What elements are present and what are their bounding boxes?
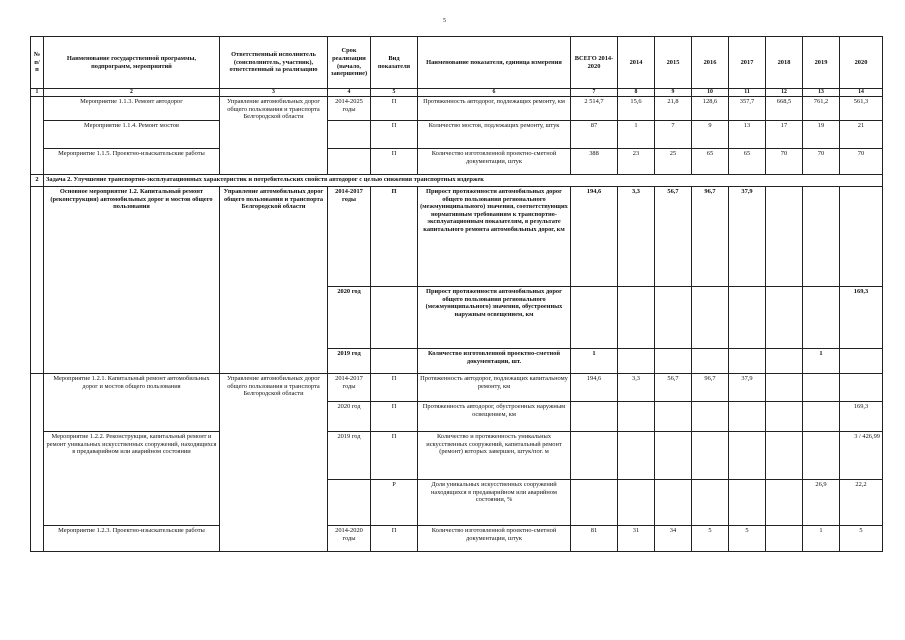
- value-cell: 1: [803, 349, 840, 374]
- value-cell: [766, 432, 803, 480]
- term: 2014-2020 годы: [328, 526, 371, 552]
- header-year: 2015: [655, 37, 692, 89]
- term: 2014-2017 годы: [328, 374, 371, 402]
- table-row: [31, 149, 883, 175]
- value-cell: [766, 287, 803, 349]
- indicator-name: Протяженность автодорог, обустроенных наружным освещением, км: [418, 402, 571, 432]
- term: 2014-2017 годы: [328, 187, 371, 287]
- value-cell: 9: [692, 121, 729, 149]
- indicator-type: [371, 349, 418, 374]
- value-cell: 96,7: [692, 187, 729, 287]
- header-year: 2018: [766, 37, 803, 89]
- value-cell: 668,5: [766, 97, 803, 121]
- value-total: 2 514,7: [571, 97, 618, 121]
- indicator-name: Количество мостов, подлежащих ремонту, штук: [418, 121, 571, 149]
- value-cell: 1: [618, 121, 655, 149]
- value-cell: [618, 287, 655, 349]
- term: 2019 год: [328, 349, 371, 374]
- value-cell: 19: [803, 121, 840, 149]
- value-cell: 169,3: [840, 287, 883, 349]
- indicator-name: Количество изготовленной проектно-сметной документации, шт.: [418, 349, 571, 374]
- value-cell: [729, 287, 766, 349]
- value-cell: 37,9: [729, 374, 766, 402]
- indicator-name: Прирост протяженности автомобильных дорог общего пользования регионального (межмуниципального) значения, соответствующих нормативным требованиям к транспортно-эксплуатационным показателям, в результате капитального ремонта автомобильных дорог, км: [418, 187, 571, 287]
- column-number: 1: [31, 89, 44, 97]
- value-cell: [803, 402, 840, 432]
- value-cell: [655, 402, 692, 432]
- indicator-type: П: [371, 187, 418, 287]
- value-cell: [618, 480, 655, 526]
- column-number-row: [31, 89, 883, 97]
- value-cell: [655, 287, 692, 349]
- value-cell: [766, 402, 803, 432]
- measure-name: Мероприятие 1.1.4. Ремонт мостов: [44, 121, 220, 149]
- value-cell: 56,7: [655, 187, 692, 287]
- value-cell: [692, 349, 729, 374]
- responsible-executor: Управление автомобильных дорог общего пользования и транспорта Белгородской области: [220, 97, 328, 175]
- indicator-name: Количество изготовленной проектно-сметной документации, штук: [418, 526, 571, 552]
- value-cell: 37,9: [729, 187, 766, 287]
- indicator-name: Протяженность автодорог, подлежащих капитальному ремонту, км: [418, 374, 571, 402]
- value-cell: 761,2: [803, 97, 840, 121]
- value-cell: [803, 187, 840, 287]
- task-row: [31, 175, 883, 187]
- table-row: [31, 187, 883, 287]
- value-cell: [692, 287, 729, 349]
- term: 2014-2025 годы: [328, 97, 371, 121]
- value-total: 87: [571, 121, 618, 149]
- column-number: 7: [571, 89, 618, 97]
- value-cell: [840, 349, 883, 374]
- column-number: 13: [803, 89, 840, 97]
- value-cell: 128,6: [692, 97, 729, 121]
- value-cell: [618, 349, 655, 374]
- value-cell: [692, 432, 729, 480]
- indicator-name: Доля уникальных искусственных сооружений находящихся в предаварийном или аварийном состоянии, %: [418, 480, 571, 526]
- column-number: 10: [692, 89, 729, 97]
- responsible-executor: Управление автомобильных дорог общего пользования и транспорта Белгородской области: [220, 187, 328, 374]
- indicators-table: [30, 36, 883, 552]
- measure-name: Мероприятие 1.1.5. Проектно-изыскательские работы: [44, 149, 220, 175]
- table-row: [31, 374, 883, 402]
- header-year: 2017: [729, 37, 766, 89]
- column-number: 14: [840, 89, 883, 97]
- value-cell: 5: [840, 526, 883, 552]
- value-cell: 3,3: [618, 187, 655, 287]
- value-cell: 3,3: [618, 374, 655, 402]
- value-cell: 5: [692, 526, 729, 552]
- value-cell: [803, 432, 840, 480]
- term: [328, 480, 371, 526]
- column-number: 3: [220, 89, 328, 97]
- indicator-type: П: [371, 374, 418, 402]
- value-cell: 21,8: [655, 97, 692, 121]
- measure-name: Мероприятие 1.1.3. Ремонт автодорог: [44, 97, 220, 121]
- column-number: 12: [766, 89, 803, 97]
- value-cell: [840, 374, 883, 402]
- value-cell: [729, 402, 766, 432]
- column-number: 5: [371, 89, 418, 97]
- value-cell: 7: [655, 121, 692, 149]
- indicator-type: П: [371, 121, 418, 149]
- table-row: [31, 97, 883, 121]
- header-num: № п/п: [31, 37, 44, 89]
- indicator-type: П: [371, 526, 418, 552]
- indicator-name: Количество изготовленной проектно-сметной документации, штук: [418, 149, 571, 175]
- indicator-type: П: [371, 97, 418, 121]
- column-number: 6: [418, 89, 571, 97]
- indicator-type: П: [371, 402, 418, 432]
- value-cell: [840, 187, 883, 287]
- value-cell: 13: [729, 121, 766, 149]
- value-cell: 70: [766, 149, 803, 175]
- value-cell: 3 / 426,99: [840, 432, 883, 480]
- indicator-name: Протяженность автодорог, подлежащих ремонту, км: [418, 97, 571, 121]
- value-cell: 357,7: [729, 97, 766, 121]
- value-cell: 96,7: [692, 374, 729, 402]
- value-total: [571, 402, 618, 432]
- page-number: 5: [443, 18, 446, 24]
- measure-name: Мероприятие 1.2.1. Капитальный ремонт автомобильных дорог и мостов общего пользования: [44, 374, 220, 432]
- value-cell: [766, 349, 803, 374]
- task-number: 2: [31, 175, 44, 187]
- main-measure-name: Основное мероприятие 1.2. Капитальный ремонт (реконструкция) автомобильных дорог и мостов общего пользования: [44, 187, 220, 374]
- column-number: 4: [328, 89, 371, 97]
- term: [328, 121, 371, 149]
- task-title: Задача 2. Улучшение транспортно-эксплуатационных характеристик и потребительских свойств автодорог с целью снижения транспортных издержек: [44, 175, 883, 187]
- value-cell: 5: [729, 526, 766, 552]
- header-total: ВСЕГО 2014-2020: [571, 37, 618, 89]
- value-cell: [729, 480, 766, 526]
- value-total: 1: [571, 349, 618, 374]
- term: 2019 год: [328, 432, 371, 480]
- responsible-executor: Управление автомобильных дорог общего пользования и транспорта Белгородской области: [220, 374, 328, 552]
- value-total: 194,6: [571, 374, 618, 402]
- value-cell: 65: [692, 149, 729, 175]
- value-cell: 169,3: [840, 402, 883, 432]
- value-cell: [692, 402, 729, 432]
- table-row: [31, 526, 883, 552]
- value-cell: [618, 432, 655, 480]
- row-number-cell: [31, 97, 44, 175]
- value-cell: [729, 349, 766, 374]
- value-cell: [803, 287, 840, 349]
- term: 2020 год: [328, 402, 371, 432]
- indicator-type: П: [371, 149, 418, 175]
- column-number: 8: [618, 89, 655, 97]
- header-name: Наименование государственной программы, подпрограмм, мероприятий: [44, 37, 220, 89]
- value-cell: [766, 187, 803, 287]
- value-total: [571, 432, 618, 480]
- table-row: [31, 121, 883, 149]
- header-year: 2019: [803, 37, 840, 89]
- value-cell: 23: [618, 149, 655, 175]
- indicator-name: Количество и протяженность уникальных искусственных сооружений, капитальный ремонт (ремонт) которых завершен, штук/пог. м: [418, 432, 571, 480]
- value-cell: 56,7: [655, 374, 692, 402]
- value-cell: [766, 526, 803, 552]
- header-year: 2014: [618, 37, 655, 89]
- value-cell: 17: [766, 121, 803, 149]
- term: [328, 149, 371, 175]
- value-cell: 34: [655, 526, 692, 552]
- value-cell: 31: [618, 526, 655, 552]
- value-total: [571, 287, 618, 349]
- value-total: 81: [571, 526, 618, 552]
- indicator-type: [371, 287, 418, 349]
- header-term: Срок реализации (начало, завершение): [328, 37, 371, 89]
- header-exec: Ответственный исполнитель (соисполнитель, участник), ответственный за реализацию: [220, 37, 328, 89]
- value-cell: [729, 432, 766, 480]
- value-cell: 26,9: [803, 480, 840, 526]
- value-cell: [655, 432, 692, 480]
- column-number: 11: [729, 89, 766, 97]
- value-cell: 70: [803, 149, 840, 175]
- header-type: Вид показателя: [371, 37, 418, 89]
- value-cell: [618, 402, 655, 432]
- value-total: 388: [571, 149, 618, 175]
- measure-name: Мероприятие 1.2.3. Проектно-изыскательские работы: [44, 526, 220, 552]
- value-cell: 21: [840, 121, 883, 149]
- table-header-row: [31, 37, 883, 89]
- indicator-type: П: [371, 432, 418, 480]
- value-cell: [766, 480, 803, 526]
- header-year: 2016: [692, 37, 729, 89]
- row-number-cell: [31, 374, 44, 552]
- table-row: [31, 432, 883, 480]
- value-cell: 1: [803, 526, 840, 552]
- value-cell: 70: [840, 149, 883, 175]
- value-cell: 22,2: [840, 480, 883, 526]
- value-total: [571, 480, 618, 526]
- header-indicator: Наименование показателя, единица измерения: [418, 37, 571, 89]
- value-cell: [803, 374, 840, 402]
- value-cell: [655, 480, 692, 526]
- row-number-cell: [31, 187, 44, 374]
- value-cell: [655, 349, 692, 374]
- value-cell: [766, 374, 803, 402]
- value-cell: 15,6: [618, 97, 655, 121]
- value-cell: 25: [655, 149, 692, 175]
- indicator-name: Прирост протяженности автомобильных дорог общего пользования регионального (межмуниципального) значения, обустроенных наружным освещением, км: [418, 287, 571, 349]
- column-number: 9: [655, 89, 692, 97]
- term: 2020 год: [328, 287, 371, 349]
- value-cell: 561,3: [840, 97, 883, 121]
- measure-name: Мероприятие 1.2.2. Реконструкция, капитальный ремонт и ремонт уникальных искусственных сооружений, находящихся в предаварийном или аварийном состоянии: [44, 432, 220, 526]
- indicator-type: Р: [371, 480, 418, 526]
- value-total: 194,6: [571, 187, 618, 287]
- header-year: 2020: [840, 37, 883, 89]
- value-cell: 65: [729, 149, 766, 175]
- column-number: 2: [44, 89, 220, 97]
- value-cell: [692, 480, 729, 526]
